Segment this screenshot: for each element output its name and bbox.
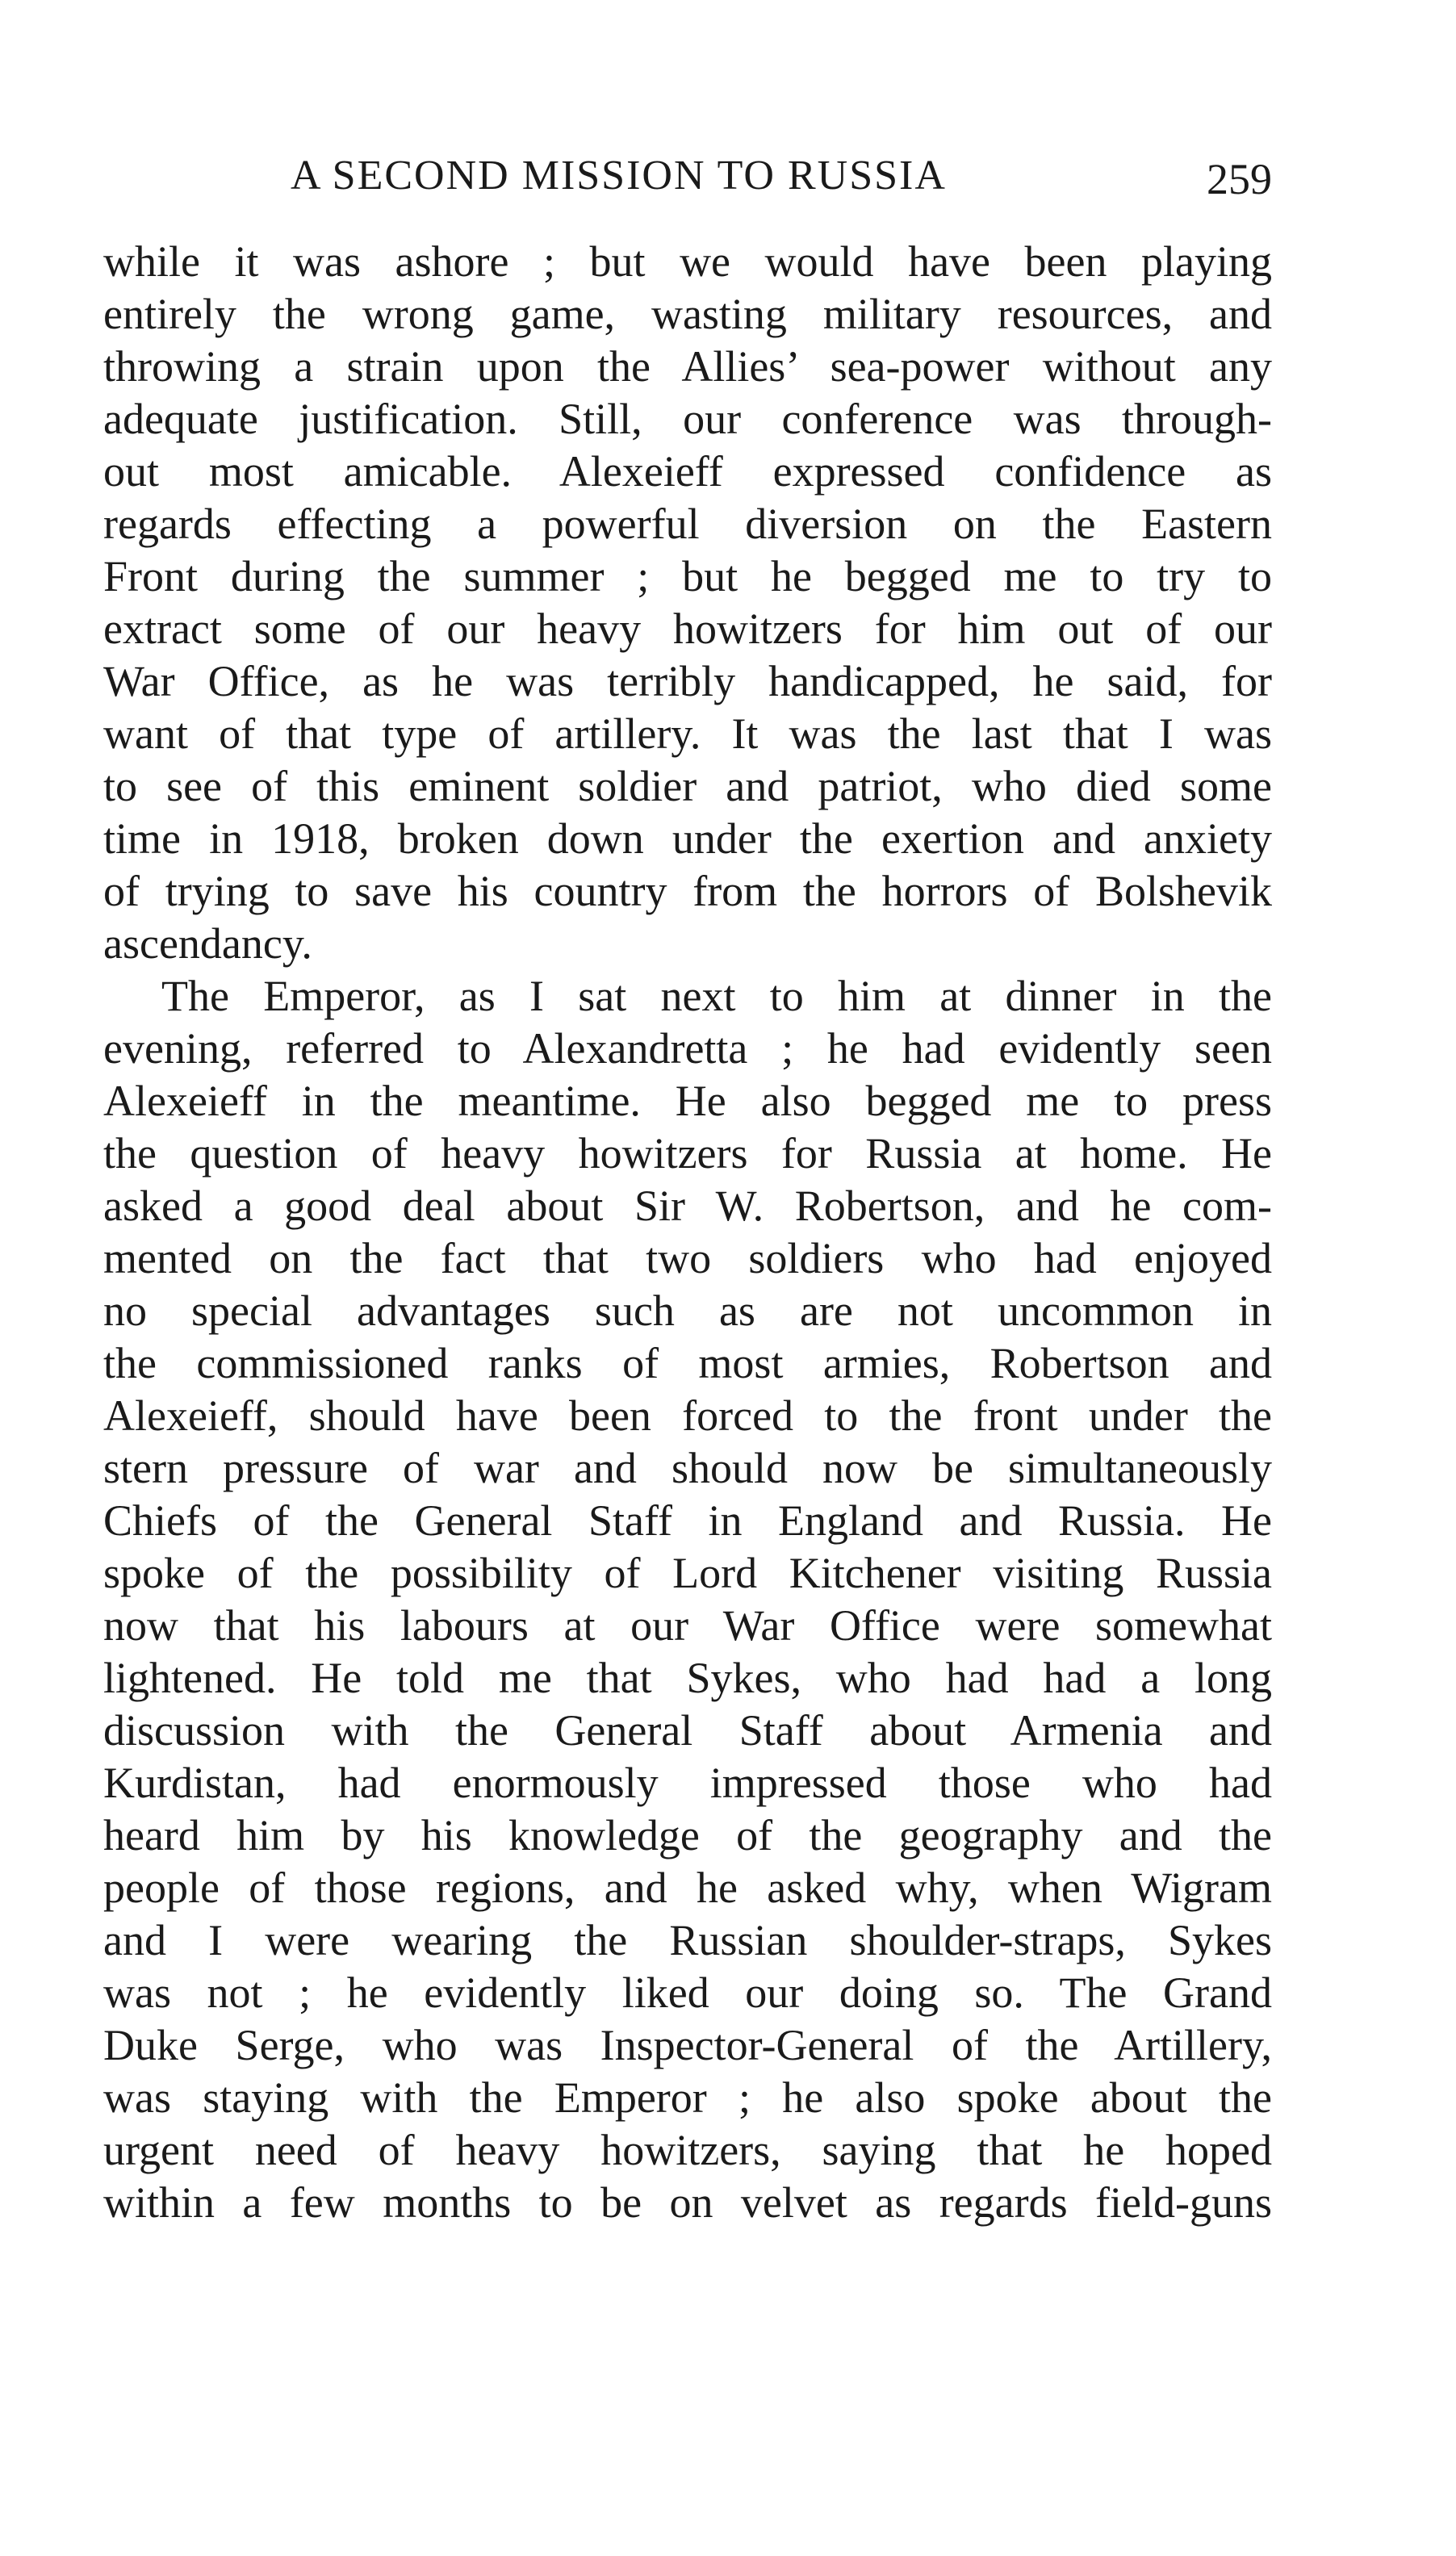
text-line: ascendancy.: [103, 919, 312, 968]
text-line: the question of heavy howitzers for Russia at home. He: [103, 1129, 1272, 1178]
text-line: urgent need of heavy howitzers, saying that he hoped: [103, 2126, 1272, 2174]
text-line: evening, referred to Alexandretta ; he had evidently seen: [103, 1024, 1272, 1073]
running-title: A SECOND MISSION TO RUSSIA: [291, 153, 947, 199]
text-line: asked a good deal about Sir W. Robertson, and he com-: [103, 1182, 1272, 1230]
page-header: [103, 144, 1272, 208]
text-line: entirely the wrong game, wasting military resources, and: [103, 290, 1272, 338]
text-line: while it was ashore ; but we would have been playing: [103, 237, 1272, 286]
text-line: Alexeieff, should have been forced to the front under the: [103, 1391, 1272, 1440]
text-line: Kurdistan, had enormously impressed those who had: [103, 1759, 1272, 1807]
text-line: Front during the summer ; but he begged me to try to: [103, 552, 1272, 600]
text-line: Alexeieff in the meantime. He also begged me to press: [103, 1077, 1272, 1125]
text-line: of trying to save his country from the horrors of Bolshevik: [103, 867, 1272, 915]
text-line: and I were wearing the Russian shoulder-straps, Sykes: [103, 1916, 1272, 1964]
text-line: War Office, as he was terribly handicapped, he said, for: [103, 657, 1272, 705]
text-line: time in 1918, broken down under the exertion and anxiety: [103, 814, 1272, 863]
body-text: [103, 236, 1272, 2229]
text-line: want of that type of artillery. It was the last that I was: [103, 709, 1272, 758]
text-line: stern pressure of war and should now be simultaneously: [103, 1444, 1272, 1492]
text-line: heard him by his knowledge of the geography and the: [103, 1811, 1272, 1859]
text-line: was not ; he evidently liked our doing so. The Grand: [103, 1968, 1272, 2017]
text-line: spoke of the possibility of Lord Kitchener visiting Russia: [103, 1549, 1272, 1597]
text-line: The Emperor, as I sat next to him at dinner in the: [161, 972, 1272, 1020]
text-line: people of those regions, and he asked why, when Wigram: [103, 1864, 1272, 1912]
text-line: Chiefs of the General Staff in England and Russia. He: [103, 1496, 1272, 1545]
text-line: lightened. He told me that Sykes, who had had a long: [103, 1654, 1272, 1702]
text-line: to see of this eminent soldier and patriot, who died some: [103, 762, 1272, 810]
page-number: 259: [1207, 155, 1272, 203]
text-line: out most amicable. Alexeieff expressed confidence as: [103, 447, 1272, 496]
text-line: regards effecting a powerful diversion on the Eastern: [103, 500, 1272, 548]
text-line: no special advantages such as are not uncommon in: [103, 1286, 1272, 1335]
text-line: was staying with the Emperor ; he also spoke about the: [103, 2073, 1272, 2122]
paragraph-2: [103, 970, 1272, 2229]
paragraph-1: [103, 236, 1272, 970]
text-line: extract some of our heavy howitzers for him out of our: [103, 604, 1272, 653]
text-line: now that his labours at our War Office were somewhat: [103, 1601, 1272, 1650]
text-line: within a few months to be on velvet as regards field-guns: [103, 2178, 1272, 2227]
text-line: the commissioned ranks of most armies, Robertson and: [103, 1339, 1272, 1387]
text-line: adequate justification. Still, our conference was through-: [103, 395, 1272, 443]
text-line: discussion with the General Staff about Armenia and: [103, 1706, 1272, 1755]
text-line: Duke Serge, who was Inspector-General of the Artillery,: [103, 2021, 1272, 2069]
text-line: throwing a strain upon the Allies’ sea-power without any: [103, 342, 1272, 391]
text-line: mented on the fact that two soldiers who had enjoyed: [103, 1234, 1272, 1282]
